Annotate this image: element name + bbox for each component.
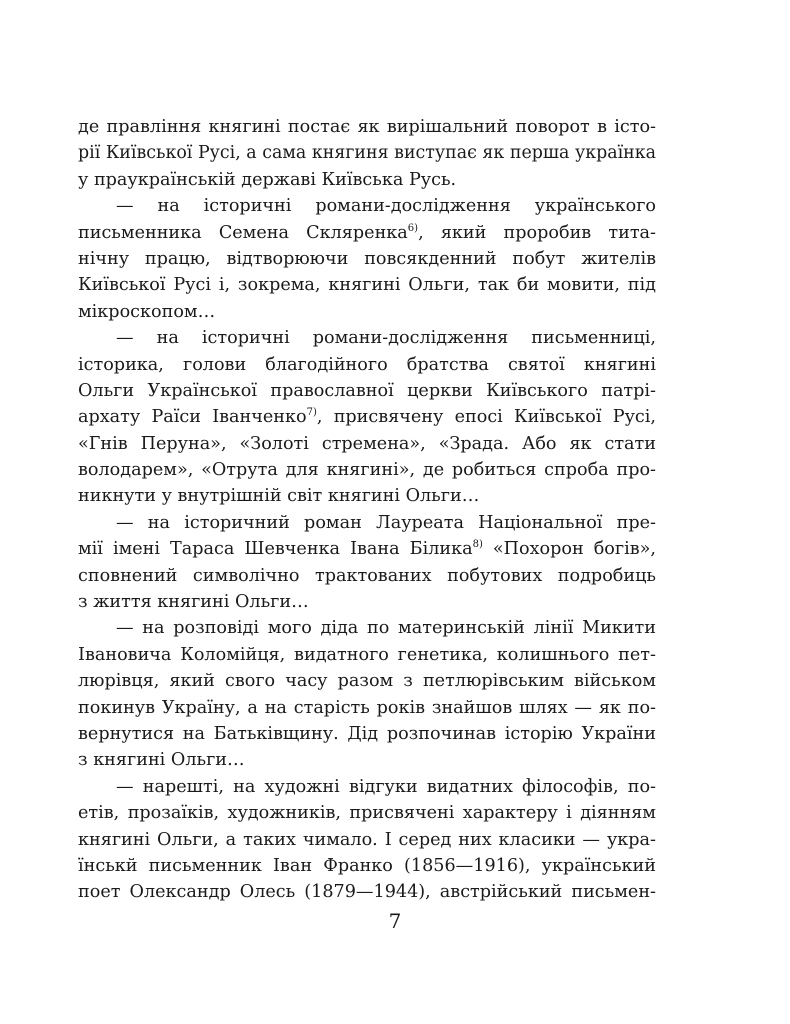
text-line: де правління княгині постає як вирішальний поворот в істо- xyxy=(78,117,656,137)
text-line: — на розповіді мого діда по материнській лінії Микити xyxy=(116,618,656,639)
paragraph xyxy=(78,774,656,906)
text-line: з життя княгині Ольги… xyxy=(78,592,309,613)
text-line: поет Олександр Олесь (1879—1944), австрійський письмен- xyxy=(78,882,656,903)
text-line: Івановича Коломійця, видатного генетика, колишнього пет- xyxy=(78,644,656,665)
paragraph xyxy=(78,325,656,510)
text-line xyxy=(78,536,656,562)
text-line: люрівця, який свого часу разом з петлюрівським військом xyxy=(78,671,656,692)
text-fragment: «Похорон богів», xyxy=(482,539,656,560)
text-line: — на історичний роман Лауреата Національної пре- xyxy=(116,512,656,533)
text-line: володарем», «Отрута для княгині», де робиться спроба про- xyxy=(78,460,656,481)
paragraph xyxy=(78,615,656,773)
text-line xyxy=(78,220,656,246)
text-line: з княгині Ольги… xyxy=(78,750,245,771)
body-text xyxy=(78,114,656,906)
footnote-marker: 7) xyxy=(306,407,317,419)
text-fragment: , який проробив тита- xyxy=(418,222,656,243)
text-line xyxy=(78,404,656,430)
text-fragment: письменника Семена Скляренка xyxy=(78,222,408,243)
text-line: їнськй письменник Іван Франко (1856—1916), український xyxy=(78,855,656,876)
text-fragment: архату Раїси Іванченко xyxy=(78,407,307,428)
text-line: історика, голови благодійного братства святої княгині xyxy=(78,354,656,375)
text-line: Київської Русі і, зокрема, княгині Ольги, так би мовити, під xyxy=(78,275,656,296)
text-line: «Гнів Перуна», «Золоті стремена», «Зрада. Або як стати xyxy=(78,433,656,454)
paragraph xyxy=(78,510,656,616)
footnote-marker: 6) xyxy=(407,222,419,234)
text-line: княгині Ольги, а таких чимало. І серед них класики — укра- xyxy=(78,829,656,850)
text-line: у праукраїнській державі Київська Русь. xyxy=(78,169,457,190)
text-line: никнути у внутрішній світ княгині Ольги… xyxy=(78,486,480,507)
text-line: сповнений символічно трактованих побутових подробиць xyxy=(78,565,656,586)
text-fragment: , присвячену епосі Київської Русі, xyxy=(316,407,656,428)
text-line: етів, прозаїків, художників, присвячені характеру і діянням xyxy=(78,803,656,824)
footnote-marker: 8) xyxy=(472,539,483,551)
text-line: — на історичні романи-дослідження письменниці, xyxy=(116,328,656,349)
text-line: покинув Україну, а на старість років знайшов шлях — як по- xyxy=(78,697,656,718)
page-number: 7 xyxy=(388,909,402,933)
text-line: рії Київської Русі, а сама княгиня виступає як перша українка xyxy=(78,143,656,164)
text-line: вернутися на Батьківщину. Дід розпочинав історію України xyxy=(78,723,656,744)
text-line: — на історичні романи-дослідження українського xyxy=(116,196,656,217)
paragraph xyxy=(78,193,656,325)
text-line: Ольги Української православної церкви Київського патрі- xyxy=(78,380,656,401)
text-line: мікроскопом… xyxy=(78,301,216,322)
text-line: — нарешті, на художні відгуки видатних філософів, по- xyxy=(116,776,656,797)
text-fragment: мії імені Тараса Шевченка Івана Білика xyxy=(78,539,473,560)
paragraph xyxy=(78,114,656,193)
text-line: нічну працю, відтворюючи повсякденний побут жителів xyxy=(78,248,656,269)
